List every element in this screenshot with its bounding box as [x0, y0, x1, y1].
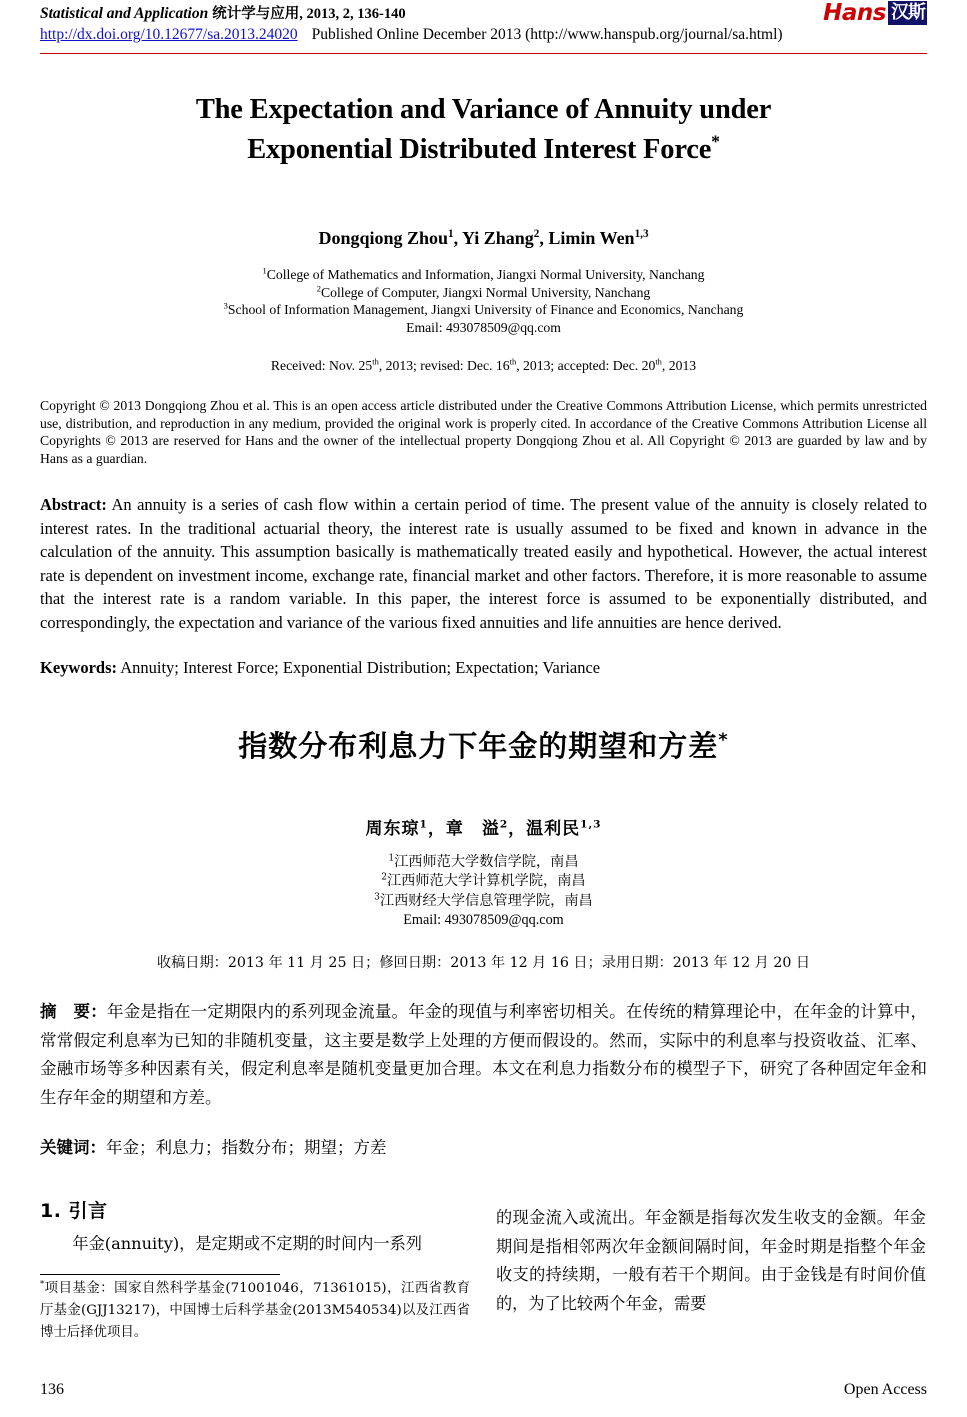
contact-email-cn[interactable]: Email: 493078509@qq.com	[403, 912, 564, 929]
affiliation-marker: 2	[316, 282, 321, 293]
author-3-name: Limin Wen	[548, 228, 635, 248]
revised-rest: , 2013; accepted: Dec. 20	[516, 358, 656, 373]
affiliation-cn-marker: 3	[374, 892, 380, 903]
author-1-affil-marker: 1	[448, 228, 454, 240]
page-number: 136	[40, 1381, 64, 1398]
author-2-affil-marker: 2	[533, 228, 540, 240]
title-line-2: Exponential Distributed Interest Force	[247, 134, 712, 165]
affiliation-cn-text: 江西师范大学数信学院，南昌	[394, 853, 579, 870]
author-cn-1-affil-marker: 1	[419, 818, 428, 831]
title-cn-text: 指数分布利息力下年金的期望和方差	[238, 728, 719, 763]
footnote-text: 项目基金：国家自然科学基金(71001046，71361015)，江西省教育厅基金(GJJ13217)，中国博士后科学基金(2013M540534)以及江西省博士后择优项目。	[40, 1281, 470, 1341]
affiliation-cn-item	[40, 892, 927, 912]
doi-link[interactable]: http://dx.doi.org/10.12677/sa.2013.24020	[40, 26, 298, 43]
footnote-block	[40, 1274, 470, 1344]
body-column-left	[40, 1198, 470, 1341]
author-cn-sep-1: ，	[427, 818, 446, 839]
title-footnote-marker: *	[711, 131, 720, 152]
affiliation-text: College of Computer, Jiangxi Normal University, Nanchang	[320, 284, 651, 300]
author-1-name: Dongqiong Zhou	[318, 228, 449, 248]
keywords-label-en: Keywords:	[40, 658, 117, 678]
open-access-label: Open Access	[843, 1381, 927, 1398]
journal-title-en: Statistical and Application	[40, 5, 209, 22]
received-rest: , 2013; revised: Dec. 16	[378, 358, 510, 373]
abstract-text-en: An annuity is a series of cash flow within a certain period of time. The present value of the annuity is closely related to interest rates. In the traditional actuarial theory, the interest rate is usually assumed to be fixed and known in advance in the calculation of the annuity. This assumption basically is mathematically treated easily and hypothetical. However, the actual interest rate is dependent on investment income, exchange rate, financial market and other factors. Therefore, it is more reasonable to assume that the interest rate is a random variable. In this paper, the interest force is assumed to be exponentially distributed, and correspondingly, the expectation and variance of the various fixed annuities and life annuities are hence derived.	[40, 495, 927, 632]
journal-title-cn: 统计学与应用	[212, 6, 300, 22]
affiliation-text: School of Information Management, Jiangxi University of Finance and Economics, Nanchang	[227, 302, 744, 317]
abstract-text-cn: 年金是指在一定期限内的系列现金流量。年金的现值与利率密切相关。在传统的精算理论中，在年金的计算中，常常假定利息率为已知的非随机变量，这主要是数学上处理的方便而假设的。然而，实际中的利息率与投资收益、汇率、金融市场等多种因素有关，假定利息率是随机变量更加合理。本文在利息力指数分布的模型子下，研究了各种固定年金和生存年金的期望和方差。	[40, 1002, 928, 1107]
masthead-line-1	[40, 4, 927, 24]
abstract-label-en: Abstract:	[40, 495, 107, 515]
author-cn-1-name: 周东琼	[365, 818, 420, 839]
footnote-divider-rule	[40, 1274, 280, 1275]
received-ordinal: th	[372, 356, 379, 367]
author-cn-2-name: 章 溢	[445, 818, 500, 839]
section-1-paragraph-left: 年金(annuity)，是定期或不定期的时间内一系列	[72, 1234, 422, 1254]
affiliation-item	[40, 284, 927, 302]
author-sep-1: ,	[453, 228, 462, 248]
page-title-en	[60, 90, 907, 170]
affiliation-marker: 1	[262, 265, 267, 276]
published-online-text: Published Online December 2013 (http://www.hanspub.org/journal/sa.html)	[311, 26, 783, 43]
hans-publisher-logo[interactable]	[823, 0, 927, 26]
hans-wordmark: Hans	[823, 0, 886, 26]
masthead-line-2	[40, 25, 927, 45]
author-list-en	[40, 228, 927, 249]
keywords-text-cn: 年金；利息力；指数分布；期望；方差	[106, 1138, 387, 1158]
affiliation-cn-item	[40, 853, 927, 873]
affiliation-list-cn	[40, 853, 927, 912]
section-1-paragraph-right: 的现金流入或流出。年金额是指每次发生收支的金额。年金期间是指相邻两次年金额间隔时间，年金时期是指整个年金收支的持续期，一般有若干个期间。由于金钱是有时间价值的，为了比较两个年金，需要	[496, 1208, 926, 1313]
abstract-en	[40, 493, 927, 634]
affiliation-text: College of Mathematics and Information, Jiangxi Normal University, Nanchang	[266, 267, 705, 282]
keywords-label-cn: 关键词：	[40, 1138, 106, 1158]
author-3-affil-marker: 1,3	[634, 228, 649, 240]
accepted-ordinal: th	[655, 356, 662, 367]
abstract-label-cn: 摘 要：	[40, 1002, 107, 1022]
title-cn-footnote-marker: *	[718, 729, 729, 751]
author-cn-3-name: 温利民	[526, 818, 581, 839]
affiliation-item	[40, 266, 927, 284]
affiliation-cn-text: 江西财经大学信息管理学院，南昌	[379, 892, 593, 909]
author-sep-2: ,	[539, 228, 549, 248]
author-cn-2-affil-marker: 2	[499, 818, 509, 831]
affiliation-item	[40, 301, 927, 319]
footnote-marker: *	[40, 1278, 45, 1289]
author-2-name: Yi Zhang	[461, 228, 534, 248]
affiliation-cn-marker: 1	[388, 853, 395, 864]
page-footer	[40, 1381, 927, 1399]
funding-footnote	[40, 1278, 470, 1344]
contact-email-en[interactable]: Email: 493078509@qq.com	[406, 319, 561, 335]
page-title-cn	[40, 726, 927, 766]
affiliation-cn-text: 江西师范大学计算机学院，南昌	[386, 873, 586, 890]
title-line-1: The Expectation and Variance of Annuity under	[195, 94, 772, 125]
revised-ordinal: th	[509, 356, 517, 367]
abstract-cn	[40, 998, 927, 1112]
author-list-cn	[40, 814, 927, 839]
journal-citation: , 2013, 2, 136-140	[299, 6, 406, 22]
body-column-right	[496, 1198, 926, 1318]
header-divider-rule	[40, 53, 927, 54]
hans-chinese-mark: 汉斯	[888, 1, 927, 25]
publication-dates-cn: 收稿日期：2013 年 11 月 25 日；修回日期：2013 年 12 月 16 日；录用日期：2013 年 12 月 20 日	[156, 955, 811, 972]
affiliation-cn-marker: 2	[381, 872, 387, 883]
author-cn-3-affil-marker: 1,3	[580, 818, 602, 831]
body-two-column-layout	[40, 1198, 927, 1341]
affiliation-list-en	[40, 266, 927, 336]
keywords-text-en: Annuity; Interest Force; Exponential Distribution; Expectation; Variance	[117, 658, 601, 678]
publication-dates-en	[40, 358, 927, 374]
copyright-notice: Copyright © 2013 Dongqiong Zhou et al. This is an open access article distributed under the Creative Commons Attribution License, which permits unrestricted use, distribution, and reproduction in any medium, provided the original work is properly cited. In accordance of the Creative Commons Attribution License all Copyrights © 2013 are reserved for Hans and the owner of the intellectual property Dongqiong Zhou et al. All Copyright © 2013 are guarded by law and by Hans as a guardian.	[40, 398, 927, 466]
affiliation-marker: 3	[223, 300, 228, 311]
received-label: Received: Nov. 25	[270, 358, 373, 373]
keywords-en	[40, 656, 927, 680]
running-header	[40, 0, 927, 50]
affiliation-cn-item	[40, 872, 927, 892]
accepted-rest: , 2013	[661, 358, 697, 373]
section-heading-1: 1. 引言	[40, 1200, 108, 1223]
keywords-cn	[40, 1134, 927, 1162]
author-cn-sep-2: ，	[508, 818, 527, 839]
